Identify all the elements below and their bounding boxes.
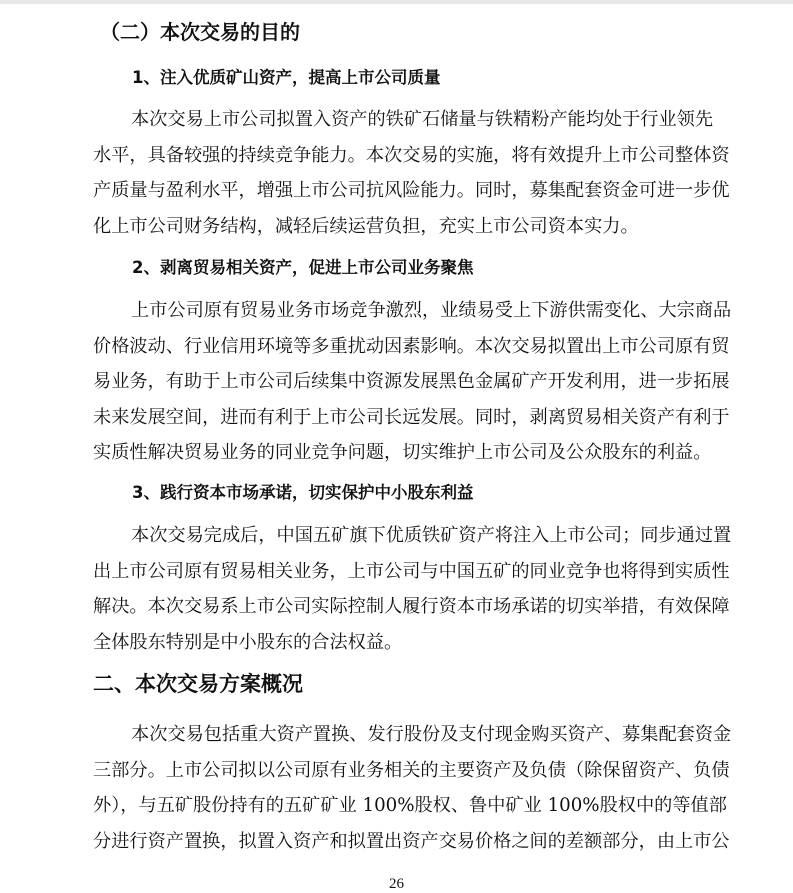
paragraph-line: 化上市公司财务结构，减轻后续运营负担，充实上市公司资本实力。 <box>93 215 639 237</box>
paragraph-line: 水平，具备较强的持续竞争能力。本次交易的实施，将有效提升上市公司整体资 <box>93 144 730 166</box>
item-2-paragraph <box>93 293 732 471</box>
paragraph-line: 价格波动、行业信用环境等多重扰动因素影响。本次交易拟置出上市公司原有贸 <box>93 335 730 357</box>
item-3-title: 3、践行资本市场承诺，切实保护中小股东利益 <box>132 483 474 502</box>
paragraph-line: 上市公司原有贸易业务市场竞争激烈，业绩易受上下游供需变化、大宗商品 <box>131 300 732 321</box>
page-top-edge <box>0 0 793 4</box>
page-number: 26 <box>389 876 404 892</box>
paragraph-line: 分进行资产置换，拟置入资产和拟置出资产交易价格之间的差额部分，由上市公 <box>93 830 730 852</box>
paragraph-line: 未来发展空间，进而有利于上市公司长远发展。同时，剥离贸易相关资产有利于 <box>93 406 730 428</box>
paragraph-line: 三部分。上市公司拟以公司原有业务相关的主要资产及负债（除保留资产、负债 <box>93 759 730 781</box>
paragraph-line: 本次交易完成后，中国五矿旗下优质铁矿资产将注入上市公司；同步通过置 <box>131 525 732 546</box>
paragraph-line: 出上市公司原有贸易相关业务，上市公司与中国五矿的同业竞争也将得到实质性 <box>93 560 730 582</box>
section-heading: （二）本次交易的目的 <box>100 20 300 44</box>
paragraph-line: 全体股东特别是中小股东的合法权益。 <box>93 631 403 653</box>
chapter-heading: 二、本次交易方案概况 <box>93 672 303 696</box>
paragraph-line: 解决。本次交易系上市公司实际控制人履行资本市场承诺的切实举措，有效保障 <box>93 596 730 617</box>
item-2-title: 2、剥离贸易相关资产，促进上市公司业务聚焦 <box>132 258 474 277</box>
paragraph-line: 本次交易包括重大资产置换、发行股份及支付现金购买资产、募集配套资金 <box>131 724 732 745</box>
paragraph-line: 本次交易上市公司拟置入资产的铁矿石储量与铁精粉产能均处于行业领先 <box>131 109 714 130</box>
item-3-paragraph <box>93 518 732 660</box>
paragraph-line: 产质量与盈利水平，增强上市公司抗风险能力。同时，募集配套资金可进一步优 <box>93 180 730 201</box>
item-1-paragraph <box>93 102 730 244</box>
paragraph-line: 易业务，有助于上市公司后续集中资源发展黑色金属矿产开发利用，进一步拓展 <box>93 371 730 392</box>
paragraph-line: 外），与五矿股份持有的五矿矿业 100%股权、鲁中矿业 100%股权中的等值部 <box>93 795 727 816</box>
paragraph-line: 实质性解决贸易业务的同业竞争问题，切实维护上市公司及公众股东的利益。 <box>93 442 712 463</box>
item-1-title: 1、注入优质矿山资产，提高上市公司质量 <box>132 68 441 87</box>
chapter-paragraph <box>93 717 732 859</box>
